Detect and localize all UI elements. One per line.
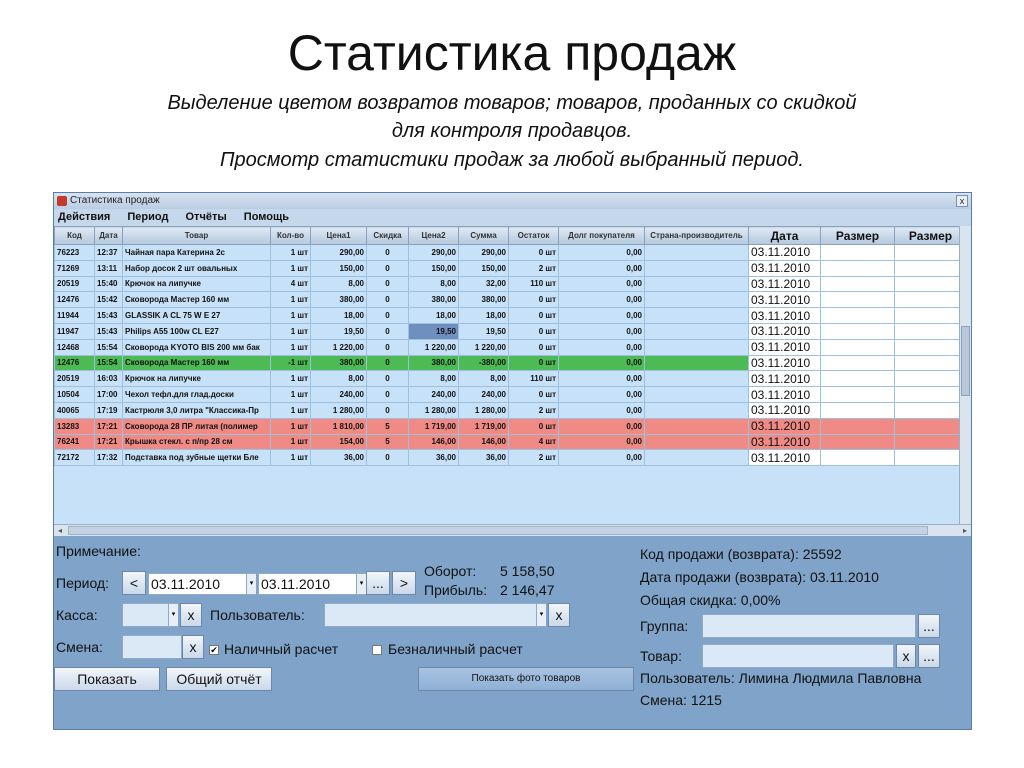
col-header-discount[interactable]: Скидка xyxy=(367,227,409,245)
show-product-photos-button[interactable]: Показать фото товаров xyxy=(418,667,634,691)
table-cell[interactable]: 03.11.2010 xyxy=(749,245,821,261)
table-cell[interactable] xyxy=(645,276,749,292)
date-from-field[interactable] xyxy=(148,573,256,595)
table-cell[interactable] xyxy=(895,276,967,292)
table-cell[interactable]: 40065 xyxy=(55,402,95,418)
vertical-scrollbar[interactable] xyxy=(959,226,971,524)
table-cell[interactable]: 380,00 xyxy=(459,292,509,308)
table-row[interactable] xyxy=(55,276,967,292)
table-cell[interactable]: 17:19 xyxy=(95,402,123,418)
table-cell[interactable]: 290,00 xyxy=(311,245,367,261)
table-cell[interactable]: 36,00 xyxy=(459,450,509,466)
table-cell[interactable]: 0 xyxy=(367,355,409,371)
table-cell[interactable]: 5 xyxy=(367,418,409,434)
table-cell[interactable]: 0 xyxy=(367,450,409,466)
table-cell[interactable]: Крышка стекл. с п/пр 28 см xyxy=(123,434,271,450)
table-cell[interactable] xyxy=(895,308,967,324)
app-icon xyxy=(57,196,67,206)
table-cell[interactable]: 03.11.2010 xyxy=(749,339,821,355)
smena-field[interactable] xyxy=(122,635,182,659)
table-cell[interactable] xyxy=(895,387,967,403)
noncash-checkbox[interactable] xyxy=(372,645,382,655)
table-cell[interactable]: 03.11.2010 xyxy=(749,402,821,418)
table-cell[interactable]: 03.11.2010 xyxy=(749,355,821,371)
turnover-label: Оборот: xyxy=(424,563,477,579)
window-title: Статистика продаж xyxy=(70,195,160,206)
table-cell[interactable]: 240,00 xyxy=(311,387,367,403)
table-cell[interactable]: 0,00 xyxy=(559,402,645,418)
cash-checkbox[interactable]: ✔ xyxy=(210,645,218,655)
profit-value: 2 146,47 xyxy=(500,582,555,598)
table-cell[interactable] xyxy=(645,323,749,339)
table-cell[interactable]: 1 шт xyxy=(271,450,311,466)
col-header-size-1[interactable]: Размер xyxy=(821,227,895,245)
window-titlebar[interactable] xyxy=(54,193,971,209)
table-cell[interactable]: 1 шт xyxy=(271,418,311,434)
table-cell[interactable]: 380,00 xyxy=(311,355,367,371)
menu-item-actions[interactable]: Действия xyxy=(58,211,111,223)
table-cell[interactable]: 8,00 xyxy=(311,276,367,292)
table-cell[interactable]: 8,00 xyxy=(311,371,367,387)
table-cell[interactable]: 15:43 xyxy=(95,323,123,339)
table-cell[interactable]: 03.11.2010 xyxy=(749,308,821,324)
table-cell[interactable] xyxy=(895,418,967,434)
table-cell[interactable]: 0 шт xyxy=(509,418,559,434)
table-cell[interactable]: 1 шт xyxy=(271,371,311,387)
table-cell[interactable]: -1 шт xyxy=(271,355,311,371)
table-cell[interactable]: 0,00 xyxy=(559,339,645,355)
user-clear-button[interactable]: x xyxy=(548,603,570,627)
table-row[interactable] xyxy=(55,450,967,466)
table-cell[interactable]: 15:43 xyxy=(95,308,123,324)
horizontal-scrollbar[interactable] xyxy=(54,524,971,536)
date-from-value: 03.11.2010 xyxy=(151,576,221,592)
group-label: Группа: xyxy=(640,618,689,634)
table-cell[interactable] xyxy=(821,276,895,292)
table-cell[interactable] xyxy=(821,260,895,276)
table-cell[interactable] xyxy=(821,308,895,324)
col-header-size-2[interactable]: Размер xyxy=(895,227,967,245)
table-cell[interactable]: 03.11.2010 xyxy=(749,292,821,308)
table-cell[interactable]: 0,00 xyxy=(559,418,645,434)
table-cell[interactable]: 0,00 xyxy=(559,323,645,339)
table-cell[interactable]: 15:40 xyxy=(95,276,123,292)
table-cell[interactable] xyxy=(895,292,967,308)
col-header-date-big[interactable]: Дата xyxy=(749,227,821,245)
table-cell[interactable] xyxy=(645,339,749,355)
table-cell[interactable]: 13:11 xyxy=(95,260,123,276)
table-cell[interactable] xyxy=(645,387,749,403)
table-cell[interactable]: 0,00 xyxy=(559,276,645,292)
table-cell[interactable]: 19,50 xyxy=(311,323,367,339)
table-cell[interactable]: 154,00 xyxy=(311,434,367,450)
table-cell[interactable]: 76241 xyxy=(55,434,95,450)
table-cell[interactable] xyxy=(645,292,749,308)
table-cell[interactable]: 0 xyxy=(367,308,409,324)
table-cell[interactable]: 15:54 xyxy=(95,339,123,355)
table-cell[interactable]: 03.11.2010 xyxy=(749,276,821,292)
table-cell[interactable]: 03.11.2010 xyxy=(749,434,821,450)
table-cell[interactable]: -380,00 xyxy=(459,355,509,371)
table-cell[interactable]: 0 xyxy=(367,339,409,355)
table-cell[interactable]: 1 220,00 xyxy=(311,339,367,355)
table-cell[interactable]: Подставка под зубные щетки Бле xyxy=(123,450,271,466)
table-cell[interactable]: Чехол тефл.для глад.доски xyxy=(123,387,271,403)
table-cell[interactable]: Крючок на липучке xyxy=(123,276,271,292)
table-cell[interactable]: 0,00 xyxy=(559,245,645,261)
general-report-button[interactable]: Общий отчёт xyxy=(166,667,272,691)
table-cell[interactable]: 1 шт xyxy=(271,260,311,276)
period-options-button[interactable]: ... xyxy=(366,571,390,595)
table-cell[interactable]: 0 xyxy=(367,245,409,261)
col-header-debt[interactable]: Долг покупателя xyxy=(559,227,645,245)
table-cell[interactable]: 1 шт xyxy=(271,339,311,355)
user-select[interactable] xyxy=(324,603,546,627)
date-to-dropdown-icon[interactable]: ▾ xyxy=(356,574,366,594)
period-label: Период: xyxy=(56,575,109,591)
table-cell[interactable]: Сковорода Мастер 160 мм xyxy=(123,355,271,371)
col-header-product[interactable]: Товар xyxy=(123,227,271,245)
menu-bar xyxy=(54,209,971,226)
table-cell[interactable]: 0 xyxy=(367,260,409,276)
date-to-field[interactable] xyxy=(258,573,366,595)
table-cell[interactable]: 290,00 xyxy=(409,245,459,261)
table-cell[interactable]: 0 шт xyxy=(509,245,559,261)
table-cell[interactable]: 8,00 xyxy=(459,371,509,387)
table-cell[interactable]: 32,00 xyxy=(459,276,509,292)
slide-title: Статистика продаж xyxy=(287,25,737,81)
table-cell[interactable]: 0 шт xyxy=(509,323,559,339)
table-cell[interactable]: 0 xyxy=(367,276,409,292)
table-cell[interactable]: 1 шт xyxy=(271,434,311,450)
table-row[interactable] xyxy=(55,387,967,403)
table-cell[interactable]: 146,00 xyxy=(459,434,509,450)
table-cell[interactable] xyxy=(645,355,749,371)
table-cell[interactable]: Сковорода KYOTO BIS 200 мм бак xyxy=(123,339,271,355)
table-cell[interactable]: 2 шт xyxy=(509,450,559,466)
table-cell[interactable]: 4 шт xyxy=(509,434,559,450)
sale-code-text: Код продажи (возврата): 25592 xyxy=(640,546,842,562)
horizontal-scrollbar-thumb[interactable] xyxy=(68,526,928,535)
table-row[interactable] xyxy=(55,434,967,450)
table-cell[interactable]: 19,50 xyxy=(409,323,459,339)
table-cell[interactable]: Набор досок 2 шт овальных xyxy=(123,260,271,276)
table-cell[interactable]: 1 280,00 xyxy=(311,402,367,418)
goods-field[interactable] xyxy=(702,644,894,668)
table-cell[interactable]: 0 шт xyxy=(509,308,559,324)
info-smena-text: Смена: 1215 xyxy=(640,692,722,708)
table-cell[interactable]: 36,00 xyxy=(409,450,459,466)
cash-label: Наличный расчет xyxy=(224,641,339,657)
table-cell[interactable] xyxy=(645,260,749,276)
menu-item-period[interactable]: Период xyxy=(127,211,169,223)
table-cell[interactable]: 36,00 xyxy=(311,450,367,466)
table-cell[interactable]: 150,00 xyxy=(311,260,367,276)
col-header-price2[interactable]: Цена2 xyxy=(409,227,459,245)
menu-item-reports[interactable]: Отчёты xyxy=(185,211,227,223)
col-header-code[interactable]: Код xyxy=(55,227,95,245)
goods-label: Товар: xyxy=(640,648,682,664)
table-cell[interactable]: 0 xyxy=(367,387,409,403)
next-period-button[interactable]: > xyxy=(392,571,416,595)
table-cell[interactable]: 0,00 xyxy=(559,371,645,387)
table-cell[interactable] xyxy=(895,450,967,466)
table-cell[interactable]: 03.11.2010 xyxy=(749,260,821,276)
table-cell[interactable]: Крючок на липучке xyxy=(123,371,271,387)
table-cell[interactable] xyxy=(821,355,895,371)
goods-clear-button[interactable]: x xyxy=(896,644,916,668)
table-cell[interactable] xyxy=(645,418,749,434)
smena-label: Смена: xyxy=(56,639,103,655)
table-cell[interactable] xyxy=(821,292,895,308)
table-cell[interactable]: 1 шт xyxy=(271,292,311,308)
table-cell[interactable]: 2 шт xyxy=(509,402,559,418)
turnover-value: 5 158,50 xyxy=(500,563,555,579)
user-dropdown-icon[interactable]: ▾ xyxy=(536,604,546,626)
table-cell[interactable]: 17:21 xyxy=(95,434,123,450)
table-cell[interactable]: 150,00 xyxy=(459,260,509,276)
table-cell[interactable]: 1 шт xyxy=(271,387,311,403)
table-cell[interactable]: 1 шт xyxy=(271,402,311,418)
table-cell[interactable]: 4 шт xyxy=(271,276,311,292)
col-header-stock[interactable]: Остаток xyxy=(509,227,559,245)
table-cell[interactable]: 2 шт xyxy=(509,260,559,276)
table-cell[interactable] xyxy=(821,450,895,466)
table-cell[interactable]: 240,00 xyxy=(409,387,459,403)
table-cell[interactable]: 0,00 xyxy=(559,292,645,308)
table-cell[interactable]: 03.11.2010 xyxy=(749,371,821,387)
table-cell[interactable]: 20519 xyxy=(55,276,95,292)
table-cell[interactable]: 15:54 xyxy=(95,355,123,371)
table-cell[interactable]: Сковорода 28 ПР литая (полимер xyxy=(123,418,271,434)
table-cell[interactable]: 0 xyxy=(367,371,409,387)
table-cell[interactable]: 0,00 xyxy=(559,434,645,450)
slide-subtitle-1: Выделение цветом возвратов товаров; товаров, проданных со скидкой xyxy=(167,92,857,114)
table-cell[interactable]: 5 xyxy=(367,434,409,450)
date-from-dropdown-icon[interactable]: ▾ xyxy=(246,574,256,594)
table-cell[interactable]: 150,00 xyxy=(409,260,459,276)
table-cell[interactable]: 1 719,00 xyxy=(409,418,459,434)
table-cell[interactable]: 8,00 xyxy=(409,276,459,292)
show-button[interactable]: Показать xyxy=(54,667,160,691)
table-cell[interactable] xyxy=(821,387,895,403)
col-header-date[interactable]: Дата xyxy=(95,227,123,245)
table-cell[interactable]: 03.11.2010 xyxy=(749,418,821,434)
table-cell[interactable]: 11944 xyxy=(55,308,95,324)
table-cell[interactable]: 0 xyxy=(367,323,409,339)
table-cell[interactable]: Сковорода Мастер 160 мм xyxy=(123,292,271,308)
table-row[interactable] xyxy=(55,371,967,387)
table-cell[interactable]: 1 810,00 xyxy=(311,418,367,434)
table-cell[interactable] xyxy=(645,245,749,261)
table-cell[interactable]: 18,00 xyxy=(409,308,459,324)
table-cell[interactable] xyxy=(821,371,895,387)
table-cell[interactable]: 1 220,00 xyxy=(409,339,459,355)
col-header-country[interactable]: Страна-производитель xyxy=(645,227,749,245)
table-cell[interactable]: 15:42 xyxy=(95,292,123,308)
table-cell[interactable]: GLASSIK A CL 75 W E 27 xyxy=(123,308,271,324)
sales-table xyxy=(54,226,967,466)
date-to-value: 03.11.2010 xyxy=(261,576,331,592)
scroll-right-icon[interactable]: ▸ xyxy=(962,526,967,535)
table-cell[interactable]: 0 xyxy=(367,402,409,418)
slide-subtitle-3: Просмотр статистики продаж за любой выбранный период. xyxy=(220,149,804,171)
table-cell[interactable]: Кастрюля 3,0 литра "Классика-Пр xyxy=(123,402,271,418)
table-cell[interactable]: 0 шт xyxy=(509,387,559,403)
table-cell[interactable]: 1 шт xyxy=(271,308,311,324)
table-row[interactable] xyxy=(55,260,967,276)
group-field[interactable] xyxy=(702,614,916,638)
kassa-clear-button[interactable]: x xyxy=(180,603,202,627)
sales-grid[interactable] xyxy=(54,226,971,536)
table-cell[interactable]: 0,00 xyxy=(559,450,645,466)
user-label: Пользователь: xyxy=(210,607,305,623)
table-cell[interactable]: 18,00 xyxy=(311,308,367,324)
table-row[interactable] xyxy=(55,292,967,308)
table-cell[interactable]: 1 280,00 xyxy=(459,402,509,418)
table-cell[interactable] xyxy=(895,402,967,418)
table-cell[interactable]: 1 шт xyxy=(271,245,311,261)
table-cell[interactable]: 0,00 xyxy=(559,387,645,403)
table-cell[interactable]: 1 220,00 xyxy=(459,339,509,355)
table-cell[interactable]: 17:32 xyxy=(95,450,123,466)
table-cell[interactable] xyxy=(895,245,967,261)
table-cell[interactable]: 10504 xyxy=(55,387,95,403)
table-cell[interactable] xyxy=(895,339,967,355)
vertical-scrollbar-thumb[interactable] xyxy=(961,326,970,396)
sale-date-text: Дата продажи (возврата): 03.11.2010 xyxy=(640,569,879,585)
scroll-left-icon[interactable]: ◂ xyxy=(57,526,62,535)
table-cell[interactable]: 0 xyxy=(367,292,409,308)
table-cell[interactable]: 240,00 xyxy=(459,387,509,403)
total-discount-text: Общая скидка: 0,00% xyxy=(640,592,781,608)
table-cell[interactable]: 1 280,00 xyxy=(409,402,459,418)
prev-period-button[interactable]: < xyxy=(122,571,146,595)
table-row[interactable] xyxy=(55,323,967,339)
table-row[interactable] xyxy=(55,355,967,371)
table-cell[interactable]: 290,00 xyxy=(459,245,509,261)
note-label: Примечание: xyxy=(56,543,141,559)
table-cell[interactable]: 17:00 xyxy=(95,387,123,403)
table-cell[interactable] xyxy=(895,323,967,339)
menu-item-help[interactable]: Помощь xyxy=(243,211,290,223)
table-cell[interactable] xyxy=(645,371,749,387)
table-cell[interactable]: 146,00 xyxy=(409,434,459,450)
table-row[interactable] xyxy=(55,308,967,324)
table-cell[interactable] xyxy=(821,402,895,418)
table-cell[interactable]: Чайная пара Катерина 2с xyxy=(123,245,271,261)
group-select-button[interactable]: ... xyxy=(918,614,940,638)
table-cell[interactable]: 18,00 xyxy=(459,308,509,324)
table-cell[interactable]: 12:37 xyxy=(95,245,123,261)
kassa-label: Касса: xyxy=(56,607,98,623)
table-cell[interactable] xyxy=(645,434,749,450)
table-cell[interactable]: 0,00 xyxy=(559,308,645,324)
table-cell[interactable]: 1 шт xyxy=(271,323,311,339)
table-cell[interactable] xyxy=(895,260,967,276)
table-cell[interactable] xyxy=(821,418,895,434)
slide-subtitle-2: для контроля продавцов. xyxy=(391,120,633,142)
table-cell[interactable]: 13283 xyxy=(55,418,95,434)
col-header-sum[interactable]: Сумма xyxy=(459,227,509,245)
table-cell[interactable] xyxy=(895,371,967,387)
table-cell[interactable] xyxy=(645,402,749,418)
table-cell[interactable] xyxy=(821,434,895,450)
table-cell[interactable]: 0,00 xyxy=(559,355,645,371)
table-cell[interactable] xyxy=(821,323,895,339)
col-header-price1[interactable]: Цена1 xyxy=(311,227,367,245)
table-cell[interactable]: 16:03 xyxy=(95,371,123,387)
table-row[interactable] xyxy=(55,402,967,418)
table-cell[interactable] xyxy=(895,434,967,450)
col-header-qty[interactable]: Кол-во xyxy=(271,227,311,245)
table-cell[interactable]: 03.11.2010 xyxy=(749,323,821,339)
table-cell[interactable]: 380,00 xyxy=(311,292,367,308)
table-cell[interactable]: 12468 xyxy=(55,339,95,355)
table-cell[interactable]: Philips A55 100w CL E27 xyxy=(123,323,271,339)
table-cell[interactable]: 12476 xyxy=(55,292,95,308)
table-cell[interactable] xyxy=(821,245,895,261)
sales-statistics-window xyxy=(53,192,972,730)
profit-label: Прибыль: xyxy=(424,582,488,598)
table-cell[interactable]: 12476 xyxy=(55,355,95,371)
close-button[interactable]: x xyxy=(956,195,968,207)
table-cell[interactable]: 71269 xyxy=(55,260,95,276)
table-cell[interactable]: 20519 xyxy=(55,371,95,387)
noncash-label: Безналичный расчет xyxy=(388,641,523,657)
table-cell[interactable] xyxy=(645,450,749,466)
info-user-text: Пользователь: Лимина Людмила Павловна xyxy=(640,670,922,686)
table-cell[interactable]: 11947 xyxy=(55,323,95,339)
goods-select-button[interactable]: ... xyxy=(918,644,940,668)
table-cell[interactable]: 1 719,00 xyxy=(459,418,509,434)
table-row[interactable] xyxy=(55,418,967,434)
table-cell[interactable]: 380,00 xyxy=(409,292,459,308)
table-cell[interactable]: 380,00 xyxy=(409,355,459,371)
table-cell[interactable] xyxy=(645,308,749,324)
table-cell[interactable]: 0 шт xyxy=(509,292,559,308)
table-cell[interactable]: 110 шт xyxy=(509,276,559,292)
smena-clear-button[interactable]: x xyxy=(182,635,204,659)
table-cell[interactable]: 8,00 xyxy=(409,371,459,387)
table-cell[interactable] xyxy=(895,355,967,371)
kassa-dropdown-icon[interactable]: ▾ xyxy=(168,604,178,626)
table-cell[interactable]: 03.11.2010 xyxy=(749,450,821,466)
table-cell[interactable]: 76223 xyxy=(55,245,95,261)
table-cell[interactable]: 0,00 xyxy=(559,260,645,276)
table-cell[interactable]: 0 шт xyxy=(509,355,559,371)
table-cell[interactable]: 03.11.2010 xyxy=(749,387,821,403)
table-row[interactable] xyxy=(55,339,967,355)
table-cell[interactable]: 0 шт xyxy=(509,339,559,355)
table-cell[interactable] xyxy=(821,339,895,355)
table-row[interactable] xyxy=(55,245,967,261)
table-cell[interactable]: 72172 xyxy=(55,450,95,466)
table-cell[interactable]: 17:21 xyxy=(95,418,123,434)
table-cell[interactable]: 19,50 xyxy=(459,323,509,339)
table-cell[interactable]: 110 шт xyxy=(509,371,559,387)
